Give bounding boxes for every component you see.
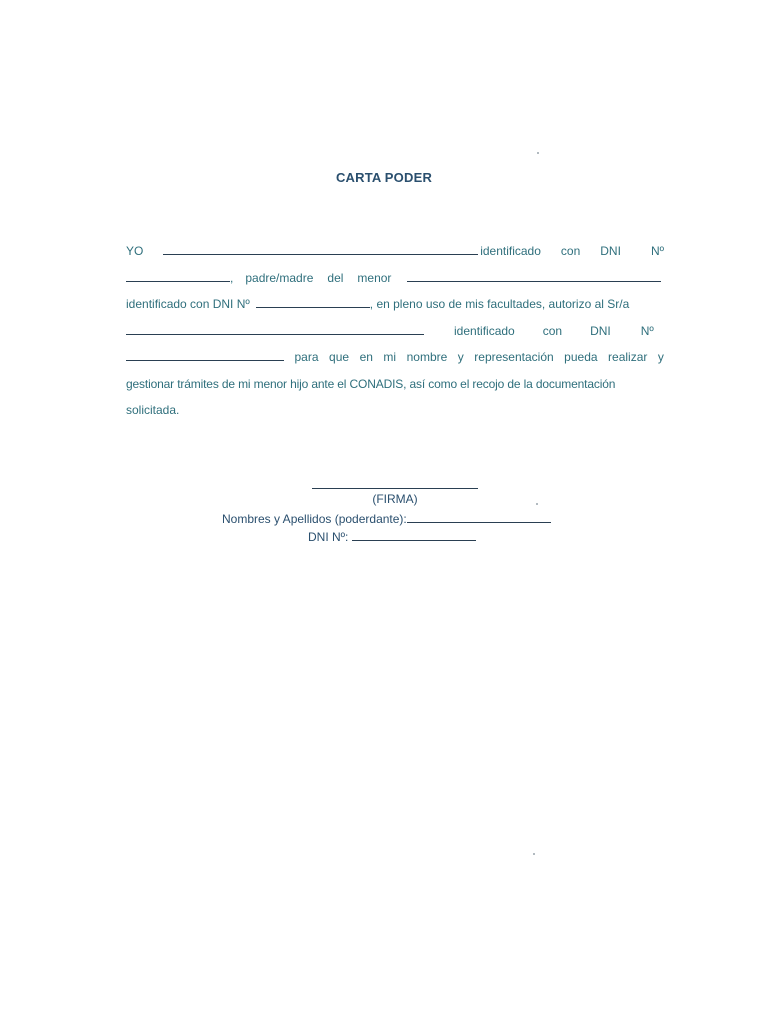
identificado-label: identificado xyxy=(480,244,541,258)
menor-label: menor xyxy=(357,270,392,285)
word: para xyxy=(294,350,319,364)
word: representación xyxy=(474,350,554,364)
word: nombre xyxy=(406,350,448,364)
identificado-label-2: identificado xyxy=(454,323,515,338)
scan-speck xyxy=(536,503,538,505)
conadis-text: gestionar trámites de mi menor hijo ante el CONADIS, así como el recojo de la documentación xyxy=(126,376,616,391)
identificado-dni-label: identificado con DNI Nº xyxy=(126,297,250,311)
body-line-3 xyxy=(126,291,664,318)
body-line-1 xyxy=(126,238,664,265)
dni-row xyxy=(308,528,476,544)
nombres-label: Nombres y Apellidos (poderdante): xyxy=(222,512,407,526)
nombres-row xyxy=(222,510,551,526)
body-line-4 xyxy=(126,318,664,345)
yo-label: YO xyxy=(126,244,144,258)
name-blank[interactable] xyxy=(163,242,478,255)
word: mi xyxy=(383,350,397,364)
poderdante-dni-blank[interactable] xyxy=(352,528,476,541)
representative-name-blank[interactable] xyxy=(126,322,424,335)
minor-dni-blank[interactable] xyxy=(256,295,370,308)
body-line-5 xyxy=(126,344,664,371)
document-title: CARTA PODER xyxy=(335,170,433,185)
con-label: con xyxy=(560,244,581,258)
word: pueda xyxy=(564,350,598,364)
dni-label: DNI xyxy=(600,244,621,258)
minor-name-blank[interactable] xyxy=(407,269,661,282)
representative-dni-blank[interactable] xyxy=(126,348,284,361)
num-label: Nº xyxy=(650,244,664,258)
dni-label-sig: DNI Nº: xyxy=(308,530,349,544)
word: que xyxy=(329,350,350,364)
comma: , xyxy=(230,270,234,285)
scan-speck xyxy=(537,152,539,154)
solicitada-text: solicitada. xyxy=(126,403,180,417)
body-line-7 xyxy=(126,397,664,424)
poderdante-name-blank[interactable] xyxy=(407,510,551,523)
word: en xyxy=(359,350,373,364)
con-label-2: con xyxy=(542,323,563,338)
word: y xyxy=(657,350,664,364)
word: y xyxy=(457,350,464,364)
del-label: del xyxy=(327,270,344,285)
scan-speck xyxy=(533,853,535,855)
num-label-2: Nº xyxy=(640,323,654,338)
dni-label-2: DNI xyxy=(590,323,611,338)
document-body xyxy=(126,238,664,424)
dni-blank-1[interactable] xyxy=(126,269,230,282)
facultades-text: , en pleno uso de mis facultades, autorizo al Sr/a xyxy=(369,297,630,311)
firma-label: (FIRMA) xyxy=(372,492,418,506)
padre-madre-label: padre/madre xyxy=(245,270,314,285)
body-line-6 xyxy=(126,371,664,398)
body-line-2 xyxy=(126,265,664,292)
word: realizar xyxy=(608,350,648,364)
signature-line[interactable] xyxy=(312,488,478,489)
